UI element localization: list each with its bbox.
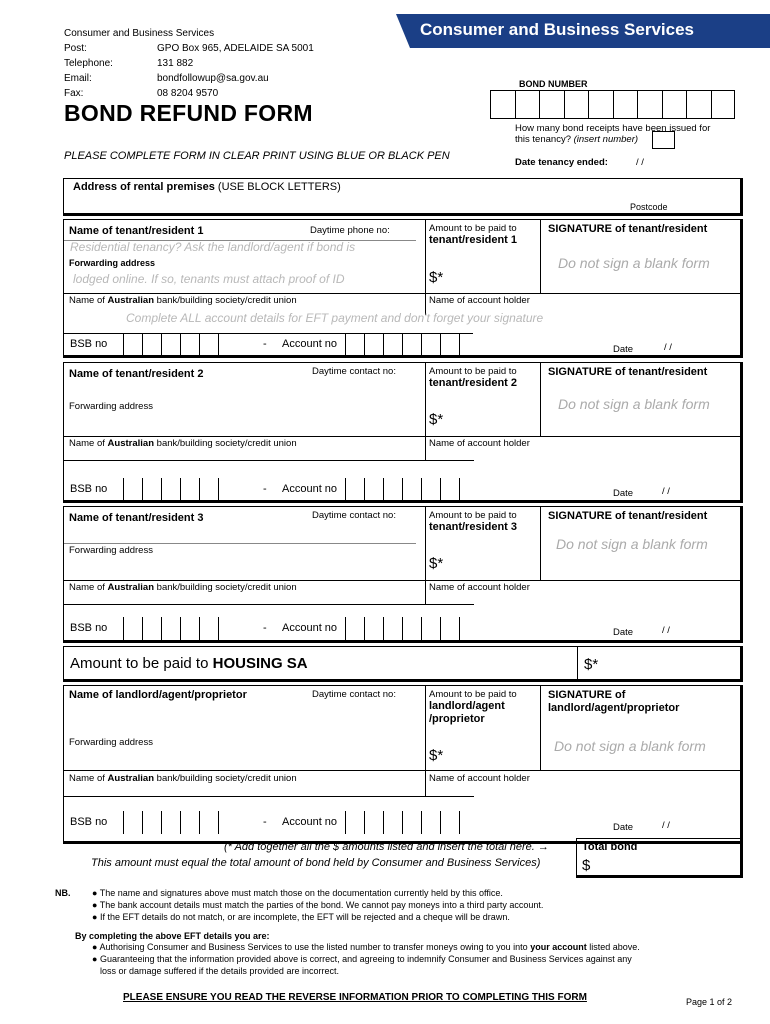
brand-banner (410, 14, 770, 48)
forwarding-address-label: Forwarding address (69, 737, 153, 748)
account-no-label: Account no (282, 622, 338, 634)
account-digit-box[interactable] (421, 811, 440, 834)
org-name: Consumer and Business Services (64, 28, 215, 39)
account-digit-box[interactable] (440, 478, 459, 501)
account-digit-box[interactable] (345, 478, 364, 501)
note-item: ● The bank account details must match the parties of the bond. We cannot pay moneys into a third party account. (92, 900, 544, 910)
form-title: BOND REFUND FORM (64, 100, 313, 126)
bsb-digit-box[interactable] (123, 617, 142, 640)
bsb-digit-box[interactable] (199, 333, 218, 356)
account-digit-box[interactable] (402, 617, 421, 640)
bsb-account-row (63, 811, 463, 834)
date-field[interactable]: / / (662, 625, 670, 636)
bsb-account-row (63, 478, 463, 501)
tenant-name-label: Name of tenant/resident 3 (69, 512, 204, 524)
bsb-digit-box[interactable] (180, 617, 199, 640)
account-digit-box[interactable] (421, 333, 440, 356)
eft-item: ● Authorising Consumer and Business Services to use the listed number to transfer moneys owing to you into your account listed above. (92, 942, 640, 952)
signature-label: SIGNATURE of tenant/resident (548, 510, 708, 522)
bsb-account-row (63, 617, 463, 640)
bond-digit-box[interactable] (515, 90, 540, 119)
contact-label: Fax: (64, 88, 84, 99)
nb-label: NB. (55, 888, 71, 898)
bond-digit-box[interactable] (686, 90, 711, 119)
account-digit-box[interactable] (440, 811, 459, 834)
eft-heading: By completing the above EFT details you are: (75, 931, 270, 941)
bsb-label: BSB no (70, 483, 108, 495)
date-label: Date (613, 488, 634, 499)
date-tenancy-ended-label: Date tenancy ended: (515, 157, 608, 168)
receipts-line: How many bond receipts have been issued for (515, 123, 711, 134)
contact-value: bondfollowup@sa.gov.au (157, 73, 269, 84)
bsb-digit-box[interactable] (199, 478, 218, 501)
bsb-digit-box[interactable] (123, 811, 142, 834)
forwarding-address-label: Forwarding address (69, 401, 153, 412)
dash: - (263, 816, 267, 828)
online-bond-note: lodged online. If so, tenants must attach proof of ID (73, 272, 345, 286)
bond-digit-box[interactable] (588, 90, 613, 119)
account-no-label: Account no (282, 816, 338, 828)
bank-name-label: Name of Australian bank/building society/credit union (69, 773, 297, 784)
housing-sa-amount-field[interactable]: $* (584, 656, 599, 673)
bank-name-label: Name of Australian bank/building society/credit union (69, 438, 297, 449)
total-instruction: (* Add together all the $ amounts listed and insert the total here. → (224, 841, 549, 853)
payee-label: tenant/resident 3 (429, 521, 518, 533)
bond-digit-box[interactable] (711, 90, 736, 119)
bsb-digit-box[interactable] (199, 617, 218, 640)
bsb-digit-box[interactable] (142, 617, 161, 640)
contact-label: Email: (64, 73, 92, 84)
account-holder-label: Name of account holder (429, 438, 530, 449)
bsb-label: BSB no (70, 622, 108, 634)
receipts-question (515, 123, 710, 145)
account-digit-box[interactable] (402, 333, 421, 356)
account-digit-box[interactable] (364, 811, 383, 834)
do-not-sign-note: Do not sign a blank form (556, 536, 708, 552)
account-digit-box[interactable] (421, 478, 440, 501)
tenant-name-label: Name of tenant/resident 1 (69, 225, 204, 237)
date-label: Date (613, 344, 634, 355)
bsb-digit-box[interactable] (218, 333, 237, 356)
online-bond-note: Residential tenancy? Ask the landlord/agent if bond is (70, 240, 356, 254)
signature-label: landlord/agent/proprietor (548, 702, 680, 714)
account-digit-box[interactable] (459, 617, 478, 640)
account-digit-box[interactable] (440, 333, 459, 356)
dash: - (263, 338, 267, 350)
note-item: ● If the EFT details do not match, or are incomplete, the EFT will be rejected and a cheque will be drawn. (92, 912, 510, 922)
bsb-digit-box[interactable] (161, 478, 180, 501)
amount-dollar-field[interactable]: $* (429, 269, 444, 286)
bsb-account-row (63, 333, 463, 356)
daytime-phone-label: Daytime phone no: (310, 225, 390, 236)
receipts-line: this tenancy? (515, 134, 571, 145)
amount-paid-label: Amount to be paid to (429, 223, 517, 234)
amount-dollar-field[interactable]: $* (429, 555, 444, 572)
account-no-label: Account no (282, 338, 338, 350)
bsb-digit-box[interactable] (142, 811, 161, 834)
account-digit-box[interactable] (459, 333, 478, 356)
eft-reminder-note: Complete ALL account details for EFT payment and don't forget your signature (126, 311, 544, 325)
date-field[interactable]: / / (664, 342, 672, 353)
do-not-sign-note: Do not sign a blank form (558, 255, 710, 271)
bsb-digit-box[interactable] (142, 333, 161, 356)
postcode-label: Postcode (630, 202, 668, 212)
date-field[interactable]: / / (662, 820, 670, 831)
amount-paid-label: Amount to be paid to (429, 366, 517, 377)
account-holder-label: Name of account holder (429, 582, 530, 593)
bsb-digit-box[interactable] (161, 811, 180, 834)
bank-name-label: Name of Australian bank/building society/credit union (69, 582, 297, 593)
reverse-info-notice: PLEASE ENSURE YOU READ THE REVERSE INFORMATION PRIOR TO COMPLETING THIS FORM (123, 992, 587, 1003)
account-digit-box[interactable] (402, 811, 421, 834)
bsb-digit-box[interactable] (123, 333, 142, 356)
contact-label: Telephone: (64, 58, 113, 69)
daytime-contact-label: Daytime contact no: (312, 510, 396, 521)
payee-label: tenant/resident 2 (429, 377, 518, 389)
bsb-digit-box[interactable] (199, 811, 218, 834)
account-digit-box[interactable] (402, 478, 421, 501)
account-digit-box[interactable] (459, 811, 478, 834)
contact-label: Post: (64, 43, 87, 54)
account-no-label: Account no (282, 483, 338, 495)
receipts-hint: (insert number) (573, 134, 639, 145)
dash: - (263, 622, 267, 634)
signature-label: SIGNATURE of (548, 689, 626, 701)
account-digit-box[interactable] (383, 478, 402, 501)
bsb-label: BSB no (70, 816, 108, 828)
brand-name: Consumer and Business Services (420, 20, 695, 39)
total-bond-label: Total bond (582, 841, 638, 853)
bond-digit-box[interactable] (539, 90, 564, 119)
address-label-bold: Address of rental premises (73, 181, 215, 193)
forwarding-address-label: Forwarding address (69, 545, 153, 556)
bond-digit-box[interactable] (662, 90, 687, 119)
contact-block (64, 43, 384, 103)
account-digit-box[interactable] (364, 333, 383, 356)
landlord-name-label: Name of landlord/agent/proprietor (69, 689, 247, 701)
account-digit-box[interactable] (383, 811, 402, 834)
bsb-digit-box[interactable] (180, 811, 199, 834)
payee-label: /proprietor (429, 713, 485, 725)
signature-label: SIGNATURE of tenant/resident (548, 366, 708, 378)
daytime-contact-label: Daytime contact no: (312, 366, 396, 377)
forwarding-address-label: Forwarding address (69, 258, 156, 268)
bond-digit-box[interactable] (613, 90, 638, 119)
account-digit-box[interactable] (364, 617, 383, 640)
payee-label: landlord/agent (429, 700, 505, 712)
bsb-label: BSB no (70, 338, 108, 350)
page-number: Page 1 of 2 (686, 997, 733, 1007)
amount-paid-label: Amount to be paid to (429, 689, 517, 700)
housing-sa-section (63, 646, 743, 682)
account-digit-box[interactable] (383, 333, 402, 356)
bsb-digit-box[interactable] (180, 333, 199, 356)
bsb-digit-box[interactable] (218, 617, 237, 640)
daytime-contact-label: Daytime contact no: (312, 689, 396, 700)
bsb-digit-box[interactable] (161, 617, 180, 640)
bsb-digit-box[interactable] (180, 478, 199, 501)
bsb-digit-box[interactable] (161, 333, 180, 356)
bond-digit-box[interactable] (490, 90, 515, 119)
date-tenancy-ended-field[interactable]: / / (636, 157, 644, 168)
tenant-name-label: Name of tenant/resident 2 (69, 368, 204, 380)
bsb-digit-box[interactable] (218, 811, 237, 834)
date-field[interactable]: / / (662, 486, 670, 497)
account-digit-box[interactable] (345, 617, 364, 640)
receipts-count-box[interactable] (652, 131, 675, 149)
dash: - (263, 483, 267, 495)
amount-paid-label: Amount to be paid to (429, 510, 517, 521)
eft-item-continued: loss or damage suffered if the details provided are incorrect. (100, 966, 339, 976)
address-label (73, 181, 341, 193)
total-dollar-sign: $ (582, 857, 591, 874)
bsb-digit-box[interactable] (142, 478, 161, 501)
account-holder-label: Name of account holder (429, 295, 530, 306)
contact-value: 08 8204 9570 (157, 88, 219, 99)
bond-digit-box[interactable] (564, 90, 589, 119)
account-holder-label: Name of account holder (429, 773, 530, 784)
contact-value: 131 882 (157, 58, 194, 69)
do-not-sign-note: Do not sign a blank form (558, 396, 710, 412)
account-digit-box[interactable] (440, 617, 459, 640)
bond-number-boxes[interactable] (490, 90, 735, 119)
account-digit-box[interactable] (383, 617, 402, 640)
amount-dollar-field[interactable]: $* (429, 747, 444, 764)
date-label: Date (613, 627, 634, 638)
account-digit-box[interactable] (364, 478, 383, 501)
eft-item: ● Guaranteeing that the information provided above is correct, and agreeing to indemnify Consumer and Business Services against any (92, 954, 632, 964)
do-not-sign-note: Do not sign a blank form (554, 738, 706, 754)
bsb-digit-box[interactable] (218, 478, 237, 501)
bank-name-label: Name of Australian bank/building society/credit union (69, 295, 297, 306)
arrow-icon: → (537, 841, 549, 853)
note-item: ● The name and signatures above must match those on the documentation currently held by this office. (92, 888, 503, 898)
bond-digit-box[interactable] (637, 90, 662, 119)
address-hint: (USE BLOCK LETTERS) (217, 181, 341, 193)
bond-number-label: BOND NUMBER (519, 79, 588, 89)
bsb-digit-box[interactable] (123, 478, 142, 501)
account-digit-box[interactable] (421, 617, 440, 640)
account-digit-box[interactable] (345, 811, 364, 834)
housing-sa-label: Amount to be paid to HOUSING SA (70, 655, 308, 672)
payee-label: tenant/resident 1 (429, 234, 518, 246)
account-digit-box[interactable] (345, 333, 364, 356)
date-label: Date (613, 822, 634, 833)
account-digit-box[interactable] (459, 478, 478, 501)
signature-label: SIGNATURE of tenant/resident (548, 223, 708, 235)
total-instruction-2: This amount must equal the total amount of bond held by Consumer and Business Services) (91, 857, 541, 869)
amount-dollar-field[interactable]: $* (429, 411, 444, 428)
contact-value: GPO Box 965, ADELAIDE SA 5001 (157, 43, 314, 54)
form-instructions: PLEASE COMPLETE FORM IN CLEAR PRINT USING BLUE OR BLACK PEN (64, 150, 450, 162)
